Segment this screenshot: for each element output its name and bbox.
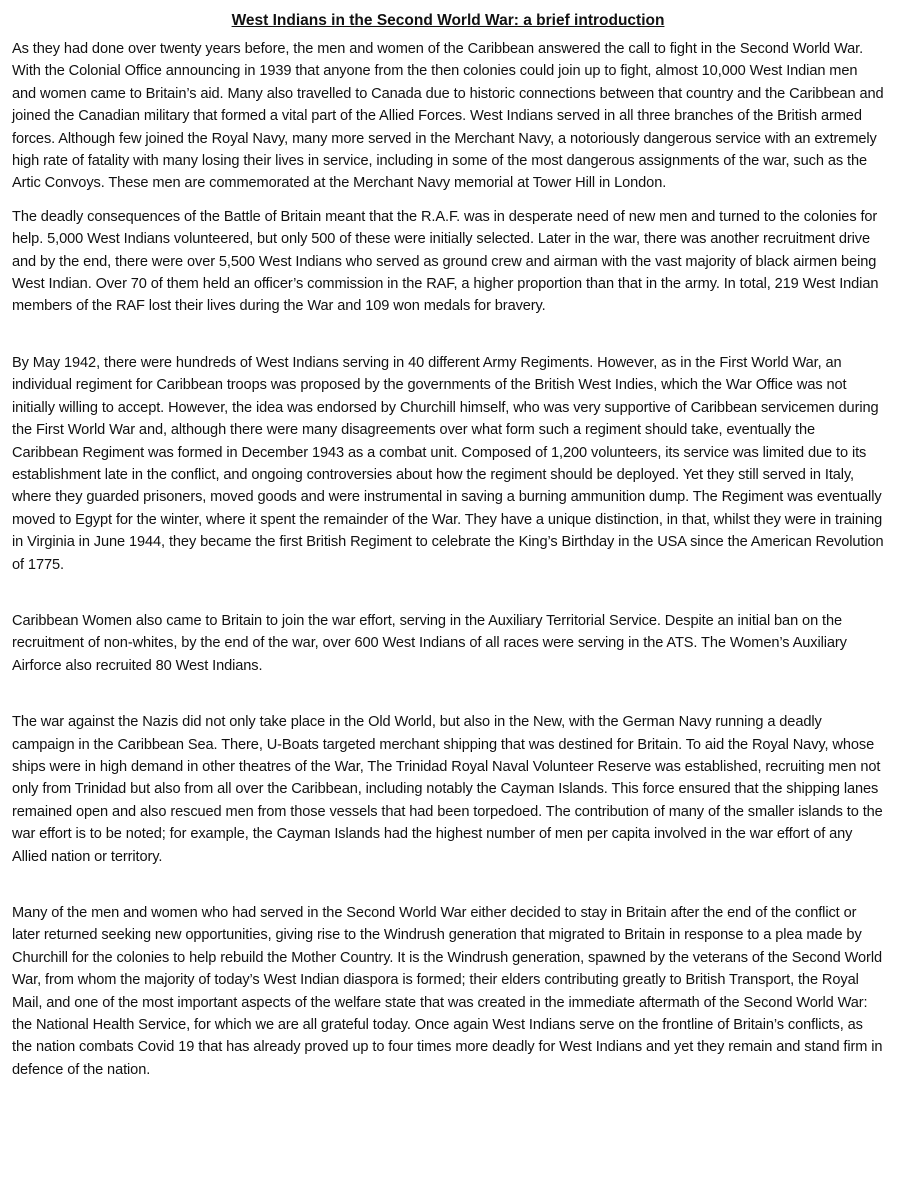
paragraph-spacer [12,318,884,352]
paragraph-caribbean-women: Caribbean Women also came to Britain to join the war effort, serving in the Auxiliary Territorial Service. Despite an initial ban on the recruitment of non-whites, by the end of the war, over 600 West Indians of all races were serving in the ATS. The Women’s Auxiliary Airforce also recruited 80 West Indians. [12,612,847,674]
paragraph-spacer [12,576,884,610]
paragraph-caribbean-regiment: By May 1942, there were hundreds of West Indians serving in 40 different Army Regiments. However, as in the First World War, an individual regiment for Caribbean troops was proposed by the governments of the British West Indies, which the War Office was not initially willing to accept. However, the idea was endorsed by Churchill himself, who was very supportive of Caribbean servicemen during the First World War and, although there were many disagreements over what form such a regiment should take, eventually the Caribbean Regiment was formed in December 1943 as a combat unit. Composed of 1,200 volunteers, its service was limited due to its establishment late in the conflict, and ongoing controversies about how the regiment should be deployed. Yet they still served in Italy, where they guarded prisoners, moved goods and were instrumental in saving a burning ammunition dump. The Regiment was eventually moved to Egypt for the winter, where it spent the remainder of the War. They have a unique distinction, in that, whilst they were in training in Virginia in June 1944, they became the first British Regiment to celebrate the King’s Birthday in the USA since the American Revolution of 1775. [12,354,884,573]
paragraph-windrush: Many of the men and women who had served in the Second World War either decided to stay in Britain after the end of the conflict or later returned seeking new opportunities, giving rise to the Windrush generation that migrated to Britain in response to a plea made by Churchill for the colonies to help rebuild the Mother Country. It is the Windrush generation, spawned by the veterans of the Second World War, from whom the majority of today’s West Indian diaspora is formed; their elders contributing greatly to British Transport, the Royal Mail, and one of the most important aspects of the welfare state that was created in the immediate aftermath of the Second World War: the National Health Service, for which we are all grateful today. Once again West Indians serve on the frontline of Britain’s conflicts, as the nation combats Covid 19 that has already proved up to four times more deadly for West Indians and yet they remain and stand firm in defence of the nation. [12,905,883,1078]
paragraph-merchant-navy: As they had done over twenty years before, the men and women of the Caribbean answered the call to fight in the Second World War. With the Colonial Office announcing in 1939 that anyone from the then colonies could join up to fight, almost 10,000 West Indian men and women came to Britain’s aid. Many also travelled to Canada due to historic connections between that country and the Caribbean and joined the Canadian military that formed a vital part of the Allied Forces. West Indians served in all three branches of the British armed forces. Although few joined the Royal Navy, many more served in the Merchant Navy, a notoriously dangerous service with an extremely high rate of fatality with many losing their lives in service, including in some of the most dangerous assignments of the war, such as the Artic Convoys. These men are commemorated at the Merchant Navy memorial at Tower Hill in London. [12,41,884,192]
paragraph-spacer [12,868,884,902]
paragraph-spacer [12,195,884,206]
paragraph-spacer [12,677,884,711]
document-title: West Indians in the Second World War: a brief introduction [231,12,665,29]
paragraph-raf: The deadly consequences of the Battle of Britain meant that the R.A.F. was in desperate need of new men and turned to the colonies for help. 5,000 West Indians volunteered, but only 500 of these were initially selected. Later in the war, there was another recruitment drive and by the end, there were over 5,500 West Indians who served as ground crew and airman with the vast majority of black airmen being West Indian. Over 70 of them held an officer’s commission in the RAF, a higher proportion than that in the army. In total, 219 West Indian members of the RAF lost their lives during the War and 109 won medals for bravery. [12,208,879,315]
paragraph-caribbean-sea-war: The war against the Nazis did not only take place in the Old World, but also in the New, with the German Navy running a deadly campaign in the Caribbean Sea. There, U-Boats targeted merchant shipping that was destined for Britain. To aid the Royal Navy, whose ships were in high demand in other theatres of the War, The Trinidad Royal Naval Volunteer Reserve was established, recruiting men not only from Trinidad but also from all over the Caribbean, including notably the Cayman Islands. This force ensured that the shipping lanes remained open and also rescued men from those vessels that had been torpedoed. The contribution of many of the smaller islands to the war effort is to be noted; for example, the Cayman Islands had the highest number of men per capita involved in the war effort of any Allied nation or territory. [12,714,883,865]
